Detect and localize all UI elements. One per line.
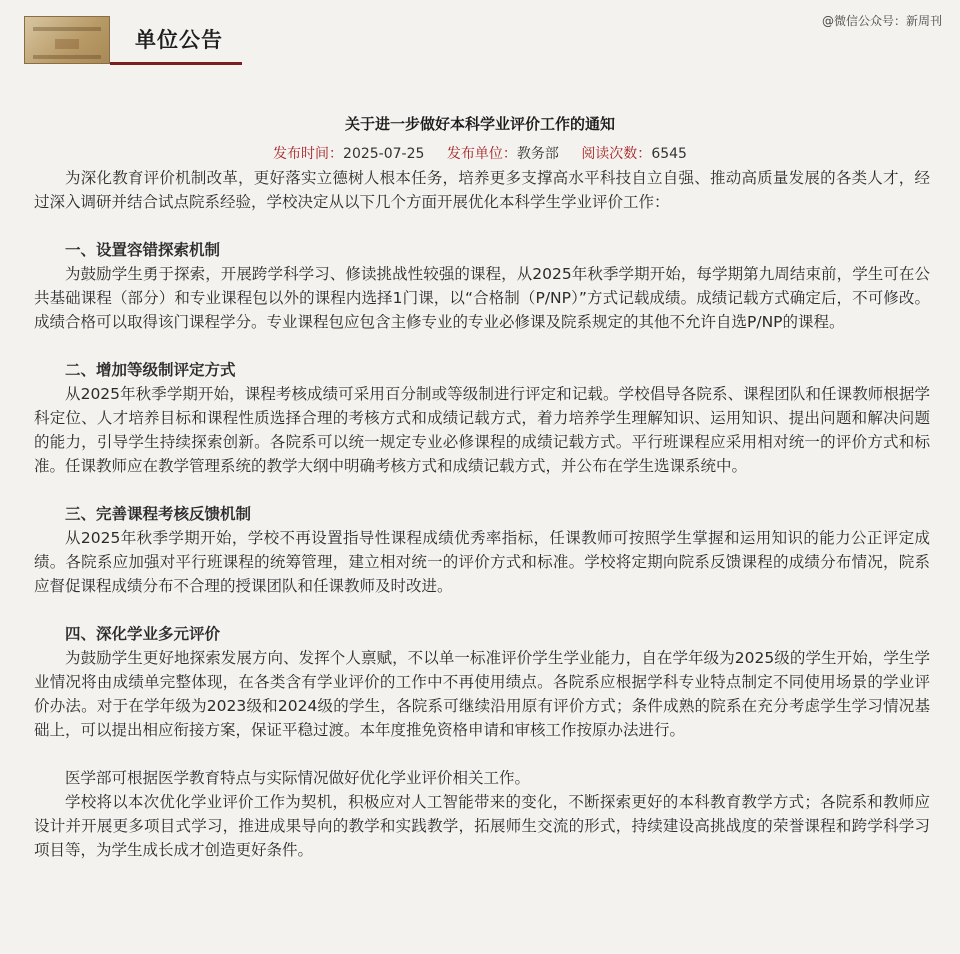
read-count-value: 6545 bbox=[651, 146, 687, 162]
intro-paragraph: 为深化教育评价机制改革，更好落实立德树人根本任务，培养更多支撑高水平科技自立自强、推动高质量发展的各类人才，经过深入调研并结合试点院系经验，学校决定从以下几个方面开展优化本科学生学业评价工作： bbox=[34, 169, 930, 211]
notice-body bbox=[34, 166, 930, 862]
section-paragraph-4: 为鼓励学生更好地探索发展方向、发挥个人禀赋，不以单一标准评价学生学业能力，自在学年级为2025级的学生开始，学生学业情况将由成绩单完整体现，在各类含有学业评价的工作中不再使用绩点。各院系应根据学科专业特点制定不同使用场景的学业评价办法。对于在学年级为2023级和2024级的学生，各院系可继续沿用原有评价方式；条件成熟的院系在充分考虑学生学习情况基础上，可以提出相应衔接方案，保证平稳过渡。本年度推免资格申请和审核工作按原办法进行。 bbox=[34, 649, 930, 739]
publish-time-value: 2025-07-25 bbox=[343, 146, 425, 162]
section-paragraph-1: 为鼓励学生勇于探索，开展跨学科学习、修读挑战性较强的课程，从2025年秋季学期开始，每学期第九周结束前，学生可在公共基础课程（部分）和专业课程包以外的课程内选择1门课，以“合格制（P/NP）”方式记载成绩。成绩记载方式确定后，不可修改。成绩合格可以取得该门课程学分。专业课程包应包含主修专业的专业必修课及院系规定的其他不允许自选P/NP的课程。 bbox=[34, 265, 930, 331]
publisher-label: 发布单位： bbox=[446, 146, 517, 162]
closing-paragraph-1: 医学部可根据医学教育特点与实际情况做好优化学业评价相关工作。 bbox=[65, 769, 531, 787]
header-underline bbox=[110, 62, 242, 65]
section-paragraph-3: 从2025年秋季学期开始，学校不再设置指导性课程成绩优秀率指标，任课教师可按照学生掌握和运用知识的能力公正评定成绩。各院系应加强对平行班课程的统筹管理，建立相对统一的评价方式和标准。学校将定期向院系反馈课程的成绩分布情况，院系应督促课程成绩分布不合理的授课团队和任课教师及时改进。 bbox=[34, 529, 930, 595]
page-header bbox=[0, 0, 960, 80]
section-title: 单位公告 bbox=[135, 28, 223, 52]
read-count-label: 阅读次数： bbox=[581, 146, 652, 162]
section-heading-3: 三、完善课程考核反馈机制 bbox=[65, 505, 252, 523]
closing-paragraph-2: 学校将以本次优化学业评价工作为契机，积极应对人工智能带来的变化，不断探索更好的本科教育教学方式；各院系和教师应设计并开展更多项目式学习，推进成果导向的教学和实践教学，拓展师生交流的形式，持续建设高挑战度的荣誉课程和跨学科学习项目等，为学生成长成才创造更好条件。 bbox=[34, 793, 930, 859]
section-heading-2: 二、增加等级制评定方式 bbox=[65, 361, 236, 379]
notice-meta bbox=[0, 143, 960, 163]
watermark: @微信公众号：新周刊 bbox=[821, 14, 942, 28]
section-paragraph-2: 从2025年秋季学期开始，课程考核成绩可采用百分制或等级制进行评定和记载。学校倡导各院系、课程团队和任课教师根据学科定位、人才培养目标和课程性质选择合理的考核方式和成绩记载方式，着力培养学生理解知识、运用知识、提出问题和解决问题的能力，引导学生持续探索创新。各院系可以统一规定专业必修课程的成绩记载方式。平行班课程应采用相对统一的评价方式和标准。任课教师应在教学管理系统的教学大纲中明确考核方式和成绩记载方式，并公布在学生选课系统中。 bbox=[34, 385, 930, 475]
publisher-value: 教务部 bbox=[516, 146, 559, 162]
section-heading-4: 四、深化学业多元评价 bbox=[65, 625, 221, 643]
notice-title: 关于进一步做好本科学业评价工作的通知 bbox=[344, 115, 615, 133]
section-heading-1: 一、设置容错探索机制 bbox=[65, 241, 221, 259]
publish-time-label: 发布时间： bbox=[273, 146, 344, 162]
university-seal-logo bbox=[24, 16, 110, 64]
